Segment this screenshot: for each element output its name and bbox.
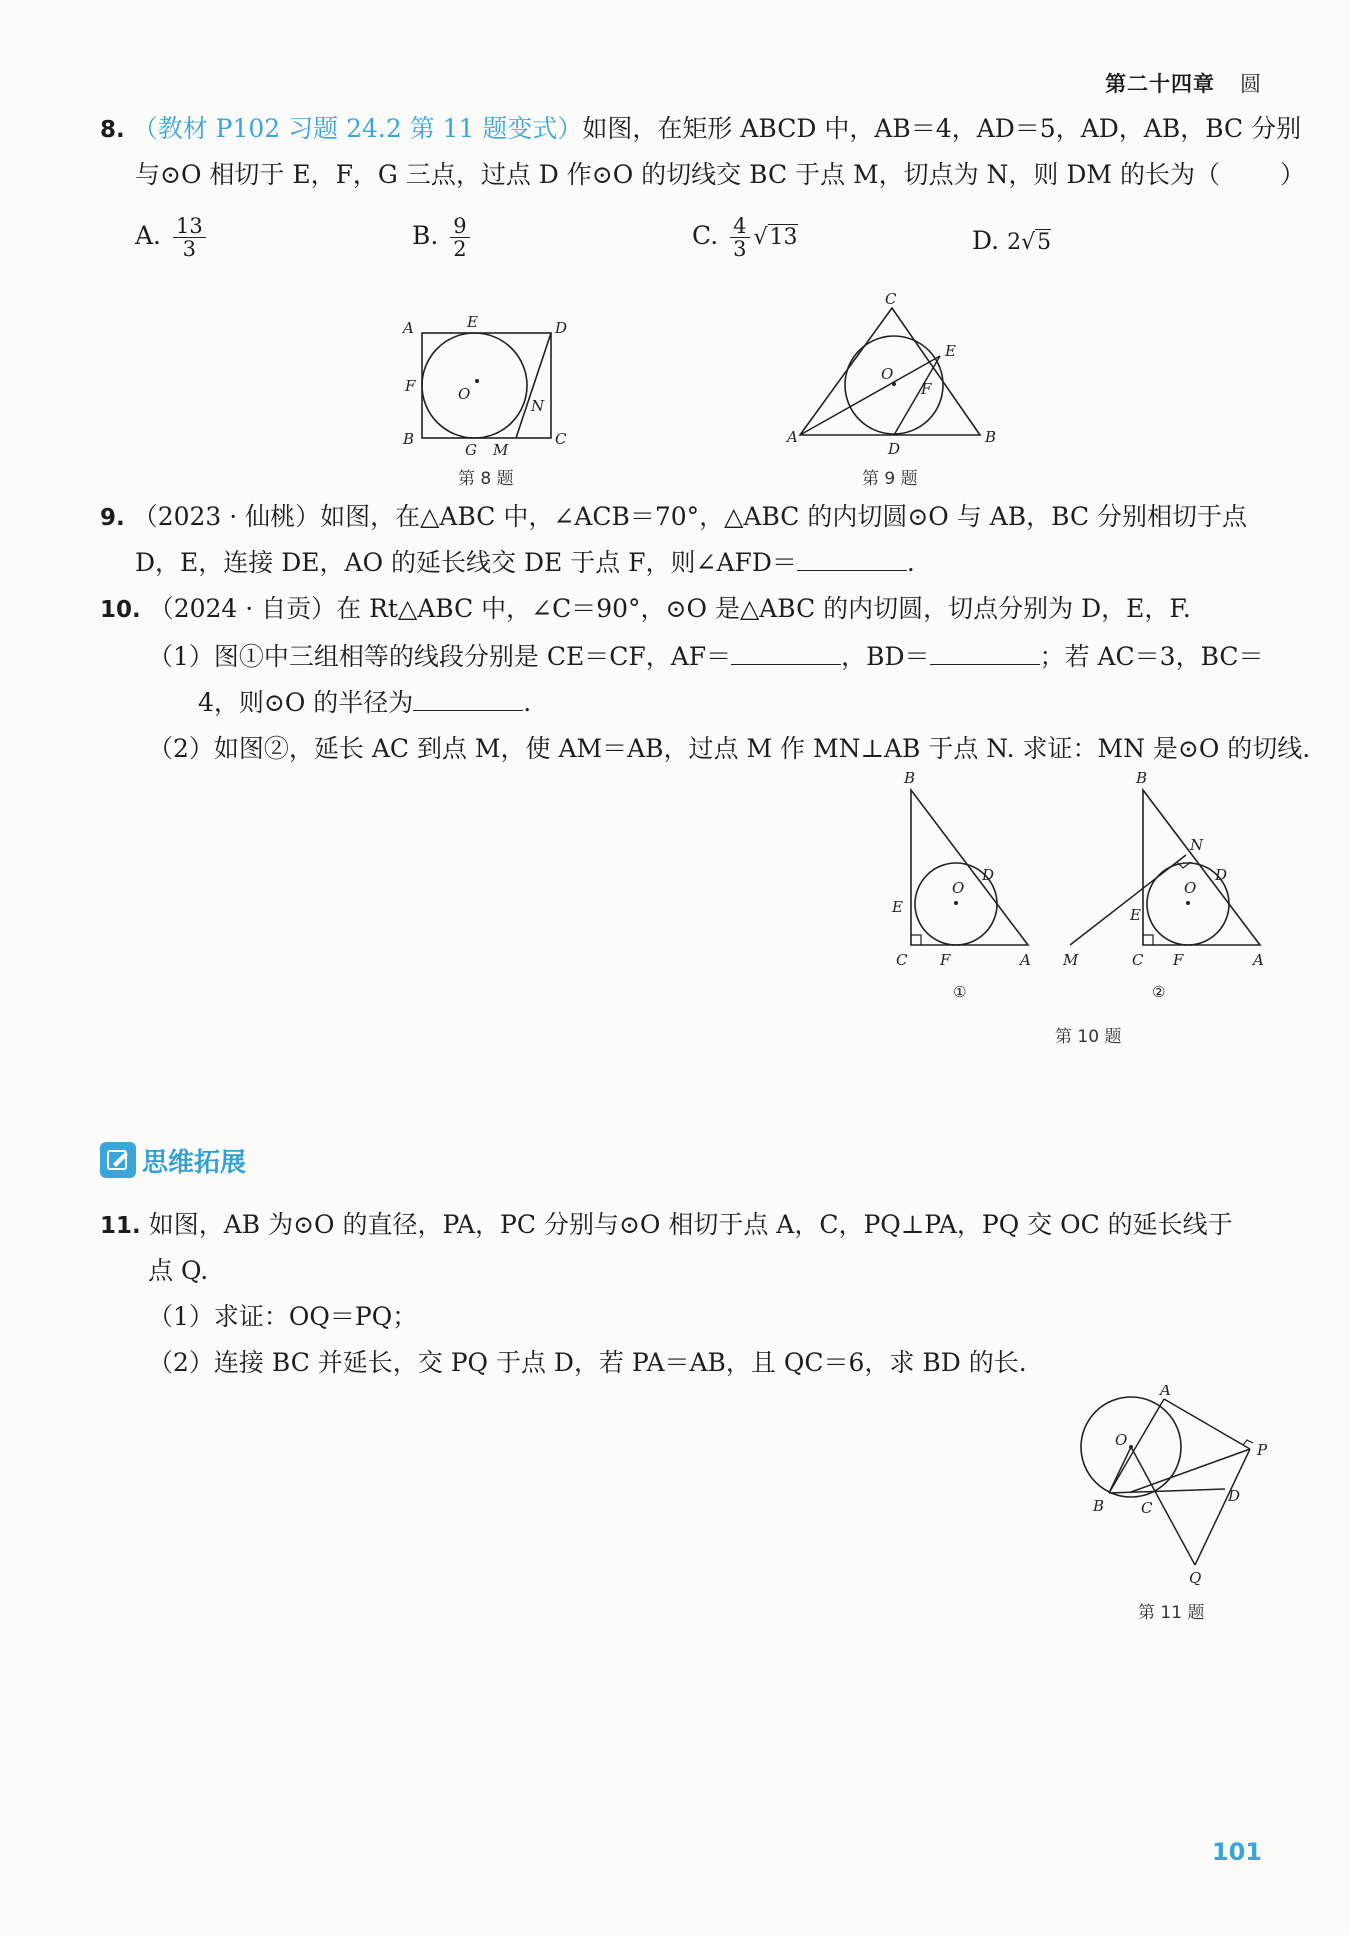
q9-answer-blank[interactable] xyxy=(797,548,907,571)
fig8-label-f: F xyxy=(405,377,416,395)
q10-part1-line1 xyxy=(148,640,1264,674)
fig10a-label-f: F xyxy=(940,951,951,969)
option-a-numerator: 13 xyxy=(173,215,206,238)
option-c-radicand: 13 xyxy=(769,225,798,250)
fig8-label-o: O xyxy=(458,385,471,403)
q10-blank-radius[interactable] xyxy=(413,688,523,711)
fig8-label-m: M xyxy=(493,441,509,455)
figure-10 xyxy=(880,770,1280,1020)
figure-11 xyxy=(1075,1385,1275,1585)
fig10a-label-c: C xyxy=(896,951,908,969)
fig11-label-o: O xyxy=(1115,1431,1128,1449)
fig10b-label-d: D xyxy=(1215,866,1228,884)
q9-line2 xyxy=(135,546,915,580)
fig10a-label-e: E xyxy=(892,898,903,916)
q10-p1-text-b: ，BD＝ xyxy=(841,642,930,671)
fig11-label-c: C xyxy=(1141,1499,1153,1517)
q11-number: 11. xyxy=(100,1213,141,1239)
fig11-label-q: Q xyxy=(1189,1569,1202,1585)
q11-part2 xyxy=(148,1346,1027,1380)
q8-number: 8. xyxy=(100,117,125,143)
q8-text2: 与⊙O 相切于 E，F，G 三点，过点 D 作⊙O 的切线交 BC 于点 M，切点为 N，则 DM 的长为（ xyxy=(135,160,1220,189)
option-c-fraction xyxy=(730,215,749,260)
fig10b-label-e: E xyxy=(1130,906,1141,924)
q10-number: 10. xyxy=(100,597,141,623)
fig10a-label-d: D xyxy=(982,866,995,884)
figure-8 xyxy=(395,305,585,455)
expand-thinking-icon xyxy=(100,1142,136,1178)
fig10b-label-b: B xyxy=(1136,770,1148,787)
option-a-label: A. xyxy=(135,221,162,250)
q10-p1-text-c: ；若 AC＝3，BC＝ xyxy=(1039,642,1264,671)
option-b-label: B. xyxy=(412,221,439,250)
q8-option-c: C. $\frac{4}{3}$ √13 xyxy=(692,214,798,261)
q10-line1 xyxy=(100,592,1191,627)
q8-option-b xyxy=(412,215,474,260)
q10-p1-text-a: （1）图①中三组相等的线段分别是 CE＝CF，AF＝ xyxy=(148,642,732,671)
fig8-label-n: N xyxy=(531,397,545,415)
q10-part1-line2 xyxy=(198,686,531,720)
fig11-label-p: P xyxy=(1257,1441,1268,1459)
q9-line1 xyxy=(100,500,1247,535)
chapter-label: 第二十四章 xyxy=(1105,72,1216,96)
fig11-label-b: B xyxy=(1093,1497,1105,1515)
option-c-numerator: 4 xyxy=(730,215,749,238)
q9-number: 9. xyxy=(100,505,125,531)
fig8-label-a: A xyxy=(403,319,414,337)
section-title: 思维拓展 xyxy=(142,1147,247,1178)
figure-9 xyxy=(785,290,1005,460)
fig9-label-c: C xyxy=(885,290,897,308)
q10-blank-bd[interactable] xyxy=(930,642,1040,665)
fig9-label-d: D xyxy=(888,440,901,458)
q9-text2: D，E，连接 DE，AO 的延长线交 DE 于点 F，则∠AFD＝ xyxy=(135,548,797,577)
q10-text1: （2024 · 自贡）在 Rt△ABC 中，∠C＝90°，⊙O 是△ABC 的内切圆，切点分别为 D，E，F. xyxy=(148,594,1191,623)
q10-p1-text-d: 4，则⊙O 的半径为 xyxy=(198,688,414,717)
q11-text2: 点 Q. xyxy=(148,1256,209,1285)
option-b-fraction xyxy=(450,215,469,260)
q10-part2 xyxy=(148,732,1310,766)
fig10b-label-n: N xyxy=(1190,836,1204,854)
fig10a-label-b: B xyxy=(904,770,916,787)
q8-option-a xyxy=(135,215,210,260)
fig11-label-d: D xyxy=(1228,1487,1241,1505)
fig10a-label-a: A xyxy=(1020,951,1031,969)
section-header xyxy=(100,1140,246,1180)
q10-blank-af[interactable] xyxy=(731,642,841,665)
fig8-label-g: G xyxy=(465,441,477,455)
q8-source: （教材 P102 习题 24.2 第 11 题变式） xyxy=(132,114,583,143)
fig8-label-c: C xyxy=(555,430,567,448)
option-b-denominator: 2 xyxy=(453,237,467,261)
figure-8-caption: 第 8 题 xyxy=(458,469,514,489)
q10-p1-text-e: . xyxy=(523,688,532,717)
fig9-label-o: O xyxy=(881,365,894,383)
fig11-label-a: A xyxy=(1160,1385,1171,1399)
q8-paren-close: ） xyxy=(1279,160,1305,189)
fig8-label-d: D xyxy=(555,319,568,337)
option-c-label: C. xyxy=(692,221,719,250)
fig9-label-b: B xyxy=(985,428,997,446)
option-a-denominator: 3 xyxy=(182,237,197,261)
figure-10-caption: 第 10 题 xyxy=(1055,1027,1122,1047)
fig9-label-e: E xyxy=(945,342,956,360)
fig10a-label-o: O xyxy=(952,879,965,897)
option-d-coefficient: 2 xyxy=(1007,230,1022,255)
fig8-label-b: B xyxy=(403,430,415,448)
figure-9-caption: 第 9 题 xyxy=(862,469,918,489)
option-d-label: D. xyxy=(972,226,1000,255)
page-number: 101 xyxy=(1211,1838,1262,1866)
chapter-header xyxy=(1105,68,1262,98)
q11-p1-text: （1）求证：OQ＝PQ； xyxy=(148,1302,418,1331)
q11-text1: 如图，AB 为⊙O 的直径，PA，PC 分别与⊙O 相切于点 A，C，PQ⊥PA，PQ 交 OC 的延长线于 xyxy=(148,1210,1233,1239)
q8-line1 xyxy=(100,112,1301,147)
q9-end: . xyxy=(906,548,915,577)
q11-line2 xyxy=(148,1254,208,1288)
fig10b-label-f: F xyxy=(1173,951,1184,969)
fig10b-label-c: C xyxy=(1132,951,1144,969)
q8-text1: 如图，在矩形 ABCD 中，AB＝4，AD＝5，AD，AB，BC 分别 xyxy=(582,114,1302,143)
q10-p2-text: （2）如图②，延长 AC 到点 M，使 AM＝AB，过点 M 作 MN⊥AB 于点 N. 求证：MN 是⊙O 的切线. xyxy=(148,734,1311,763)
q8-line2 xyxy=(135,158,1305,192)
option-d-radicand: 5 xyxy=(1037,230,1052,255)
fig10b-label-m: M xyxy=(1063,951,1079,969)
option-b-numerator: 9 xyxy=(450,215,469,238)
option-a-fraction xyxy=(173,215,206,260)
fig10b-label-a: A xyxy=(1253,951,1264,969)
fig8-label-e: E xyxy=(467,313,478,331)
option-c-denominator: 3 xyxy=(733,237,747,261)
fig9-label-f: F xyxy=(921,380,932,398)
fig10-mark-1: ① xyxy=(953,983,967,1001)
q9-text1: （2023 · 仙桃）如图，在△ABC 中，∠ACB＝70°，△ABC 的内切圆⊙O 与 AB，BC 分别相切于点 xyxy=(132,502,1248,531)
q11-line1 xyxy=(100,1208,1233,1243)
fig9-label-a: A xyxy=(787,428,798,446)
figure-11-caption: 第 11 题 xyxy=(1138,1603,1205,1623)
q8-option-d: D. 2√5 xyxy=(972,226,1052,255)
chapter-title: 圆 xyxy=(1240,72,1262,96)
q11-part1 xyxy=(148,1300,417,1334)
q11-p2-text: （2）连接 BC 并延长，交 PQ 于点 D，若 PA＝AB，且 QC＝6，求 BD 的长. xyxy=(148,1348,1027,1377)
fig10b-label-o: O xyxy=(1184,879,1197,897)
fig10-mark-2: ② xyxy=(1152,983,1166,1001)
